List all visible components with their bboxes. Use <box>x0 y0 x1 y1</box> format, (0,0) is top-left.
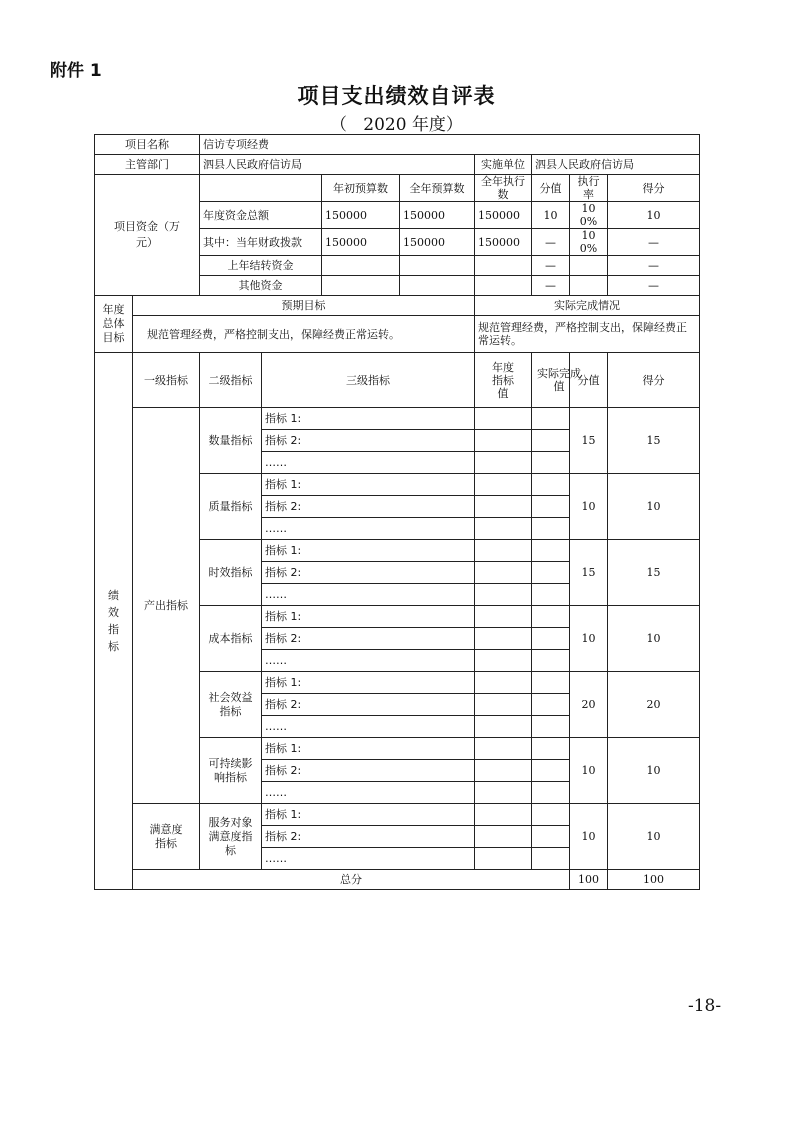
other-full <box>400 276 475 296</box>
actual-value-cell <box>532 760 570 782</box>
expected-goal-text: 规范管理经费，严格控制支出，保障经费正常运转。 <box>133 316 475 353</box>
fiscal-score: — <box>608 229 700 256</box>
total-full: 150000 <box>400 202 475 229</box>
year-value: 2020 <box>363 115 407 135</box>
group-score-value: 10 <box>570 606 608 672</box>
annual-target-cell <box>475 760 532 782</box>
group-score-value: 10 <box>570 738 608 804</box>
annual-target-cell <box>475 694 532 716</box>
total-score: 100 <box>608 870 700 890</box>
group-score: 10 <box>608 474 700 540</box>
lvl3-indicator-label: 指标 2: <box>262 496 475 518</box>
annual-target-cell <box>475 672 532 694</box>
lvl2-indicator-name-text: 时效指标 <box>208 565 253 579</box>
funds-label: 项目资金（万元） <box>95 175 200 296</box>
lvl2-indicator-name <box>200 408 262 474</box>
lvl2-indicator-name <box>200 540 262 606</box>
implementer-value: 泗县人民政府信访局 <box>532 155 700 175</box>
lvl3-indicator-label: 指标 2: <box>262 826 475 848</box>
actual-value-cell <box>532 782 570 804</box>
lvl3-indicator-label: 指标 1: <box>262 474 475 496</box>
carryover-score: — <box>608 256 700 276</box>
annual-target-cell <box>475 848 532 870</box>
annual-target-cell <box>475 804 532 826</box>
performance-table <box>94 134 700 890</box>
carryover-score-value: — <box>532 256 570 276</box>
actual-value-cell <box>532 848 570 870</box>
overall-goal-label: 年度总体目标 <box>95 296 133 353</box>
row-other-label: 其他资金 <box>200 276 322 296</box>
lvl3-header: 三级指标 <box>262 353 475 408</box>
total-score: 10 <box>608 202 700 229</box>
actual-status-text: 规范管理经费，严格控制支出，保障经费正常运转。 <box>475 316 700 353</box>
annual-target-cell <box>475 408 532 430</box>
year-close: 年度） <box>411 115 463 135</box>
annual-target-cell <box>475 562 532 584</box>
satisfaction-indicators-label <box>133 804 200 870</box>
group-score: 10 <box>608 606 700 672</box>
lvl2-header: 二级指标 <box>200 353 262 408</box>
carryover-initial <box>322 256 400 276</box>
annual-target-cell <box>475 738 532 760</box>
group-score: 20 <box>608 672 700 738</box>
group-score-value: 10 <box>570 804 608 870</box>
actual-value-cell <box>532 804 570 826</box>
page-number: -18- <box>688 996 722 1016</box>
lvl3-indicator-label: …… <box>262 584 475 606</box>
actual-value-header: 实际完成值 <box>532 353 570 408</box>
lvl3-indicator-label: 指标 1: <box>262 606 475 628</box>
year-line <box>0 110 793 135</box>
group-score: 15 <box>608 540 700 606</box>
group-score-value: 15 <box>570 540 608 606</box>
actual-value-cell <box>532 826 570 848</box>
actual-value-cell <box>532 606 570 628</box>
actual-value-cell <box>532 540 570 562</box>
actual-value-cell <box>532 474 570 496</box>
output-indicators-label <box>133 408 200 804</box>
lvl2-indicator-name <box>200 474 262 540</box>
lvl3-indicator-label: …… <box>262 848 475 870</box>
actual-value-cell <box>532 716 570 738</box>
lvl3-indicator-label: 指标 2: <box>262 430 475 452</box>
lvl2-indicator-name <box>200 804 262 870</box>
fiscal-exec: 150000 <box>475 229 532 256</box>
lvl1-header: 一级指标 <box>133 353 200 408</box>
annual-target-cell <box>475 430 532 452</box>
lvl3-indicator-label: …… <box>262 650 475 672</box>
total-exec: 150000 <box>475 202 532 229</box>
satisfaction-indicators-label-text: 满意度指标 <box>149 822 183 850</box>
fiscal-full: 150000 <box>400 229 475 256</box>
carryover-rate <box>570 256 608 276</box>
lvl3-indicator-label: 指标 1: <box>262 672 475 694</box>
output-indicators-label-text: 产出指标 <box>144 598 188 612</box>
lvl3-indicator-label: …… <box>262 518 475 540</box>
actual-status-label: 实际完成情况 <box>475 296 700 316</box>
lvl3-indicator-label: 指标 1: <box>262 540 475 562</box>
department-value: 泗县人民政府信访局 <box>200 155 475 175</box>
total-score-label: 总分 <box>133 870 570 890</box>
lvl3-indicator-label: 指标 2: <box>262 628 475 650</box>
fiscal-initial: 150000 <box>322 229 400 256</box>
col-execution: 全年执行数 <box>475 175 532 202</box>
lvl3-indicator-label: …… <box>262 716 475 738</box>
group-score: 10 <box>608 738 700 804</box>
expected-goal-label: 预期目标 <box>133 296 475 316</box>
annual-target-cell <box>475 716 532 738</box>
actual-value-cell <box>532 562 570 584</box>
funds-blank-header <box>200 175 322 202</box>
col-full-budget: 全年预算数 <box>400 175 475 202</box>
other-rate <box>570 276 608 296</box>
score-value-header: 分值 <box>570 353 608 408</box>
carryover-full <box>400 256 475 276</box>
actual-value-cell <box>532 518 570 540</box>
lvl2-indicator-name-text: 社会效益指标 <box>208 690 253 718</box>
actual-value-cell <box>532 672 570 694</box>
lvl2-indicator-name <box>200 672 262 738</box>
actual-value-cell <box>532 628 570 650</box>
annual-target-cell <box>475 584 532 606</box>
actual-value-cell <box>532 650 570 672</box>
total-initial: 150000 <box>322 202 400 229</box>
annual-target-cell <box>475 628 532 650</box>
annual-target-cell <box>475 518 532 540</box>
annual-target-header: 年度指标值 <box>475 353 532 408</box>
total-rate: 100% <box>570 202 608 229</box>
col-initial-budget: 年初预算数 <box>322 175 400 202</box>
actual-value-cell <box>532 496 570 518</box>
actual-value-cell <box>532 408 570 430</box>
col-exec-rate: 执行率 <box>570 175 608 202</box>
lvl3-indicator-label: 指标 1: <box>262 408 475 430</box>
department-label: 主管部门 <box>95 155 200 175</box>
year-open: （ <box>330 115 348 135</box>
lvl3-indicator-label: …… <box>262 452 475 474</box>
lvl3-indicator-label: 指标 2: <box>262 760 475 782</box>
other-exec <box>475 276 532 296</box>
group-score-value: 10 <box>570 474 608 540</box>
perf-indicators-label: 绩效指标 <box>95 353 133 890</box>
annual-target-cell <box>475 650 532 672</box>
indicator-row <box>95 804 700 826</box>
actual-value-cell <box>532 738 570 760</box>
indicator-row <box>95 408 700 430</box>
fiscal-score-value: — <box>532 229 570 256</box>
group-score: 15 <box>608 408 700 474</box>
actual-value-cell <box>532 584 570 606</box>
carryover-exec <box>475 256 532 276</box>
lvl2-indicator-name-text: 服务对象满意度指标 <box>208 815 253 857</box>
lvl2-indicator-name-text: 质量指标 <box>208 499 253 513</box>
actual-value-cell <box>532 452 570 474</box>
row-fiscal-label: 其中：当年财政拨款 <box>200 229 322 256</box>
form-title: 项目支出绩效自评表 <box>297 84 496 108</box>
lvl2-indicator-name-text: 可持续影响指标 <box>208 756 253 784</box>
row-total-label: 年度资金总额 <box>200 202 322 229</box>
annual-target-cell <box>475 606 532 628</box>
group-score-value: 15 <box>570 408 608 474</box>
annual-target-cell <box>475 782 532 804</box>
annual-target-cell <box>475 496 532 518</box>
annual-target-cell <box>475 452 532 474</box>
lvl3-indicator-label: 指标 1: <box>262 738 475 760</box>
lvl3-indicator-label: 指标 2: <box>262 694 475 716</box>
annual-target-cell <box>475 540 532 562</box>
col-score-value: 分值 <box>532 175 570 202</box>
total-score-value: 10 <box>532 202 570 229</box>
lvl3-indicator-label: …… <box>262 782 475 804</box>
row-carryover-label: 上年结转资金 <box>200 256 322 276</box>
lvl2-indicator-name <box>200 738 262 804</box>
actual-value-cell <box>532 694 570 716</box>
total-row <box>95 870 700 890</box>
total-score-value: 100 <box>570 870 608 890</box>
implementer-label: 实施单位 <box>475 155 532 175</box>
annual-target-cell <box>475 474 532 496</box>
project-name-value: 信访专项经费 <box>200 135 700 155</box>
lvl2-indicator-name-text: 数量指标 <box>208 433 253 447</box>
other-score-value: — <box>532 276 570 296</box>
group-score: 10 <box>608 804 700 870</box>
annual-target-cell <box>475 826 532 848</box>
lvl3-indicator-label: 指标 1: <box>262 804 475 826</box>
actual-value-cell <box>532 430 570 452</box>
attachment-label: 附件 1 <box>50 61 102 81</box>
fiscal-rate: 100% <box>570 229 608 256</box>
col-score: 得分 <box>608 175 700 202</box>
other-score: — <box>608 276 700 296</box>
lvl2-indicator-name-text: 成本指标 <box>208 631 253 645</box>
other-initial <box>322 276 400 296</box>
score-header: 得分 <box>608 353 700 408</box>
lvl3-indicator-label: 指标 2: <box>262 562 475 584</box>
group-score-value: 20 <box>570 672 608 738</box>
lvl2-indicator-name <box>200 606 262 672</box>
project-name-label: 项目名称 <box>95 135 200 155</box>
